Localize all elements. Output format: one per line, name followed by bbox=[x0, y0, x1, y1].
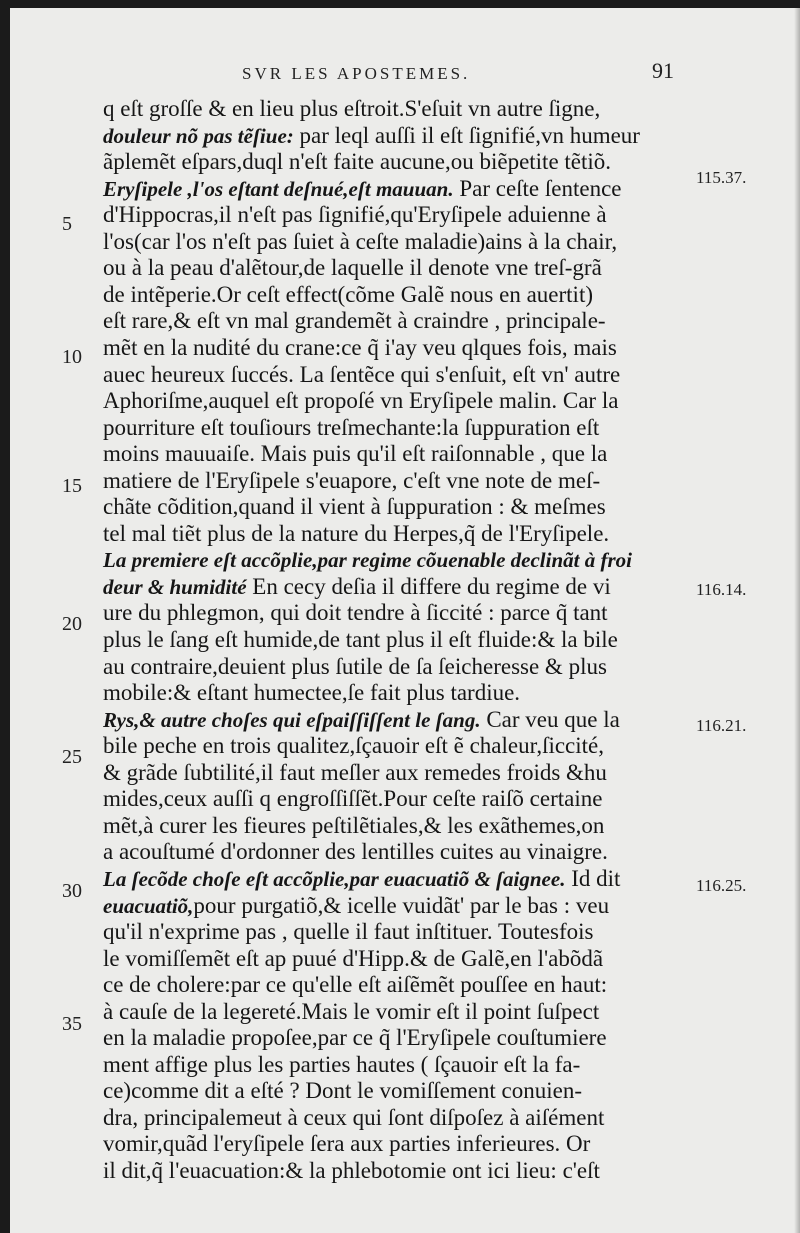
italic-segment: Eryſipele ,l'os eſtant deſnué,eſt mauuan. bbox=[103, 176, 454, 201]
text-line bbox=[103, 441, 607, 467]
text-segment: auec heureux ſuccés. La ſentẽce qui s'enſuit, eſt vn' autre bbox=[103, 361, 621, 387]
line-number: 35 bbox=[62, 1013, 82, 1035]
text-line bbox=[103, 1078, 582, 1104]
italic-segment: Rys,& autre choſes qui eſpaiſſiſſent le ſang. bbox=[103, 707, 481, 732]
text-segment: Car veu que la bbox=[480, 706, 620, 732]
text-line bbox=[103, 547, 632, 573]
text-segment: dra, principalemeut à ceux qui ſont diſpoſez à aiſément bbox=[103, 1104, 605, 1130]
text-segment: mobile:& eſtant humectee,ſe fait plus tardiue. bbox=[103, 680, 521, 706]
text-segment: au contraire,deuient plus ſutile de ſa ſeicheresse & plus bbox=[103, 653, 607, 679]
text-segment: plus le ſang eſt humide,de tant plus il eſt fluide:& la bile bbox=[103, 627, 618, 652]
text-line bbox=[103, 574, 611, 600]
text-line bbox=[103, 1131, 590, 1157]
text-segment: en la maladie propoſee,par ce q̃ l'Eryſipele couſtumiere bbox=[103, 1025, 607, 1051]
text-line bbox=[103, 362, 620, 388]
text-line bbox=[103, 123, 640, 149]
text-line bbox=[103, 335, 617, 361]
text-line bbox=[103, 680, 520, 706]
margin-note: 115.37. bbox=[696, 168, 747, 187]
text-segment: il dit,q̃ l'euacuation:& la phlebotomie ont ici lieu: c'eſt bbox=[103, 1158, 600, 1183]
text-line bbox=[103, 415, 599, 441]
text-segment: mides,ceux auſſi q engroſſiſſẽt.Pour ceſte raiſõ certaine bbox=[103, 786, 603, 812]
text-line bbox=[103, 813, 604, 839]
text-segment: d'Hippocras,il n'eſt pas ſignifié,qu'Eryſipele aduienne à bbox=[103, 202, 607, 228]
text-line bbox=[103, 521, 609, 547]
text-segment: pourriture eſt touſiours treſmechante:la ſuppuration eſt bbox=[103, 414, 600, 440]
line-number: 25 bbox=[62, 746, 82, 768]
text-segment: ure du phlegmon, qui doit tendre à ſiccité : parce q̃ tant bbox=[103, 600, 608, 626]
text-segment: à cauſe de la legereté.Mais le vomir eſt il point ſuſpect bbox=[103, 998, 600, 1024]
text-line bbox=[103, 494, 606, 520]
running-title: SVR LES APOSTEMES. bbox=[242, 64, 471, 83]
text-line bbox=[103, 1105, 604, 1131]
text-line bbox=[103, 308, 606, 334]
text-line bbox=[103, 255, 602, 281]
text-segment: tel mal tiẽt plus de la nature du Herpes,q̃ de l'Eryſipele. bbox=[103, 520, 610, 546]
line-number: 30 bbox=[62, 880, 82, 902]
text-line bbox=[103, 468, 600, 494]
text-line bbox=[103, 176, 622, 202]
text-line bbox=[103, 654, 607, 680]
text-segment: vomir,quãd l'eryſipele ſera aux parties inferieures. Or bbox=[103, 1131, 591, 1157]
text-line bbox=[103, 1052, 580, 1078]
text-segment: Id dit bbox=[565, 865, 621, 891]
text-line bbox=[103, 866, 620, 892]
text-line bbox=[103, 388, 618, 414]
italic-segment: douleur nõ pas tẽſiue: bbox=[103, 123, 294, 148]
text-segment: ãplemẽt eſpars,duql n'eſt faite aucune,ou biẽpetite tẽtiõ. bbox=[103, 149, 612, 175]
italic-segment: euacuatiõ, bbox=[103, 893, 194, 918]
text-line bbox=[103, 972, 607, 998]
text-segment: pour purgatiõ,& icelle vuidãt' par le bas : veu bbox=[193, 892, 610, 918]
text-line bbox=[103, 707, 620, 733]
line-number: 20 bbox=[62, 613, 82, 635]
margin-note: 116.21. bbox=[696, 716, 747, 735]
text-segment: ce)comme dit a eſté ? Dont le vomiſſement conuien- bbox=[103, 1078, 582, 1104]
line-number: 5 bbox=[62, 213, 72, 235]
text-segment: eſt rare,& eſt vn mal grandemẽt à craindre , principale- bbox=[103, 308, 606, 334]
text-line bbox=[103, 282, 593, 308]
text-segment: moins mauuaiſe. Mais puis qu'il eſt raiſonnable , que la bbox=[103, 441, 608, 467]
page-number: 91 bbox=[652, 58, 674, 83]
text-line bbox=[103, 627, 618, 653]
text-line bbox=[103, 96, 600, 122]
text-segment: mẽt en la nudité du crane:ce q̃ i'ay veu qlques fois, mais bbox=[103, 334, 617, 360]
text-line bbox=[103, 999, 599, 1025]
text-line bbox=[103, 893, 609, 919]
text-line bbox=[103, 149, 611, 175]
page-edge-shadow bbox=[794, 8, 800, 1233]
margin-note: 116.14. bbox=[696, 580, 747, 599]
text-segment: de intẽperie.Or ceſt effect(cõme Galẽ nous en auertit) bbox=[103, 281, 593, 307]
text-segment: le vomiſſemẽt eſt ap puué d'Hipp.& de Galẽ,en l'abõdã bbox=[103, 945, 604, 971]
margin-note: 116.25. bbox=[696, 876, 747, 895]
text-line bbox=[103, 919, 593, 945]
text-line bbox=[103, 946, 603, 972]
text-segment: ce de cholere:par ce qu'elle eſt aiſẽmẽt pouſſee en haut: bbox=[103, 972, 608, 998]
book-page bbox=[10, 8, 800, 1233]
text-segment: a acouſtumé d'ordonner des lentilles cuites au vinaigre. bbox=[103, 839, 608, 865]
text-line bbox=[103, 786, 602, 812]
text-line bbox=[103, 760, 607, 786]
text-segment: par leql auſſi il eſt ſignifié,vn humeur bbox=[293, 122, 640, 148]
text-segment: q eſt groſſe & en lieu plus eſtroit.S'eſuit vn autre ſigne, bbox=[103, 96, 601, 121]
text-line bbox=[103, 229, 617, 255]
text-segment: l'os(car l'os n'eſt pas ſuiet à ceſte maladie)ains à la chair, bbox=[103, 228, 618, 254]
text-segment: ment affige plus les parties hautes ( ſçauoir eſt la fa- bbox=[103, 1051, 581, 1077]
text-segment: matiere de l'Eryſipele s'euapore, c'eſt vne note de meſ- bbox=[103, 467, 601, 493]
text-line bbox=[103, 839, 608, 865]
text-line bbox=[103, 1025, 607, 1051]
text-segment: ou à la peau d'alẽtour,de laquelle il denote vne treſ-grã bbox=[103, 255, 602, 281]
text-line bbox=[103, 600, 608, 626]
italic-segment: La premiere eſt accõplie,par regime cõuenable declinãt à froi bbox=[103, 548, 632, 573]
text-segment: mẽt,à curer les fieures peſtilẽtiales,& les exãthemes,on bbox=[103, 812, 605, 838]
text-segment: chãte cõdition,quand il vient à ſuppuration : & meſmes bbox=[103, 494, 606, 520]
italic-segment: La ſecõde choſe eſt accõplie,par euacuatiõ & ſaignee. bbox=[103, 866, 566, 891]
line-number: 10 bbox=[62, 346, 82, 368]
text-segment: En cecy deſia il differe du regime de vi bbox=[246, 573, 611, 599]
text-line bbox=[103, 1158, 600, 1184]
text-line bbox=[103, 202, 607, 228]
text-segment: Aphoriſme,auquel eſt propoſé vn Eryſipele malin. Car la bbox=[103, 388, 619, 414]
text-segment: qu'il n'exprime pas , quelle il faut inſtituer. Toutesfois bbox=[103, 919, 594, 945]
italic-segment: deur & humidité bbox=[103, 574, 247, 599]
line-number: 15 bbox=[62, 475, 82, 497]
text-segment: & grãde ſubtilité,il faut meſler aux remedes froids &hu bbox=[103, 759, 607, 785]
text-line bbox=[103, 733, 604, 759]
text-segment: Par ceſte ſentence bbox=[453, 175, 622, 201]
text-segment: bile peche en trois qualitez,ſçauoir eſt ẽ chaleur,ſiccité, bbox=[103, 733, 605, 759]
